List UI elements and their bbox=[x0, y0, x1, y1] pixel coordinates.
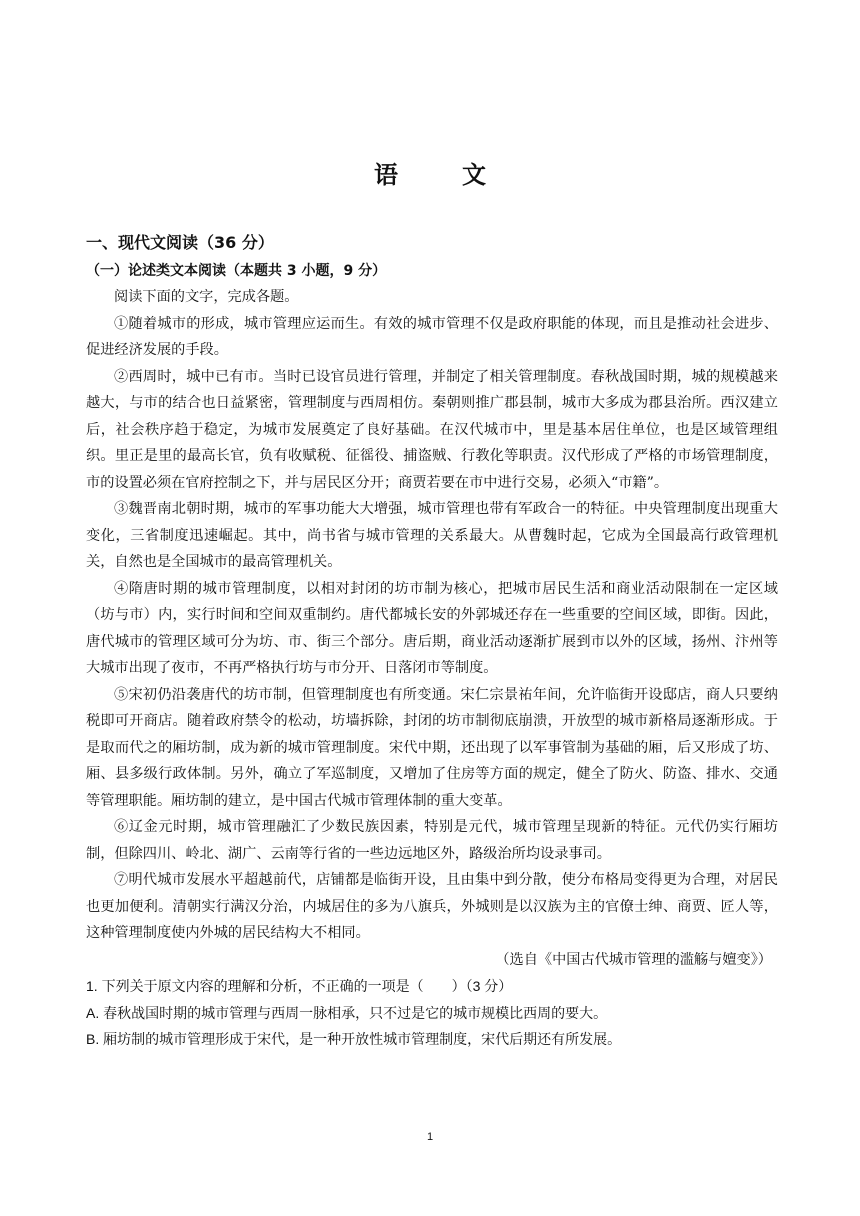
paragraph-5: ⑤宋初仍沿袭唐代的坊市制，但管理制度也有所变通。宋仁宗景祐年间，允许临街开设邸店，商人只要纳税即可开商店。随着政府禁令的松动，坊墙拆除，封闭的坊市制彻底崩溃，开放型的城市新格局逐渐形成。于是取而代之的厢坊制，成为新的城市管理制度。宋代中期，还出现了以军事管制为基础的厢，后又形成了坊、厢、县多级行政体制。另外，确立了军巡制度，又增加了住房等方面的规定，健全了防火、防盗、排水、交通等管理职能。厢坊制的建立，是中国古代城市管理体制的重大变革。 bbox=[86, 686, 778, 809]
question-1: 1. 下列关于原文内容的理解和分析，不正确的一项是（ ）（3 分） bbox=[86, 978, 513, 994]
subsection-heading: （一）论述类文本阅读（本题共 3 小题，9 分） bbox=[86, 263, 387, 279]
document-title: 语 文 bbox=[374, 161, 506, 189]
paragraph-7: ⑦明代城市发展水平超越前代，店铺都是临街开设，且由集中到分散，使分布格局变得更为合理，对居民也更加便利。清朝实行满汉分治，内城居住的多为八旗兵，外城则是以汉族为主的官僚士绅、商贾、匠人等，这种管理制度使内外城的居民结构大不相同。 bbox=[86, 872, 778, 941]
page-number: 1 bbox=[426, 1131, 434, 1143]
paragraph-4: ④隋唐时期的城市管理制度，以相对封闭的坊市制为核心，把城市居民生活和商业活动限制在一定区域（坊与市）内，实行时间和空间双重制约。唐代都城长安的外郭城还存在一些重要的空间区域，即街。因此，唐代城市的管理区域可分为坊、市、街三个部分。唐后期，商业活动逐渐扩展到市以外的区域，扬州、汴州等大城市出现了夜市，不再严格执行坊与市分开、日落闭市等制度。 bbox=[86, 580, 778, 676]
paragraph-3: ③魏晋南北朝时期，城市的军事功能大大增强，城市管理也带有军政合一的特征。中央管理制度出现重大变化，三省制度迅速崛起。其中，尚书省与城市管理的关系最大。从曹魏时起，它成为全国最高行政管理机关，自然也是全国城市的最高管理机关。 bbox=[86, 501, 778, 570]
option-a: A. 春秋战国时期的城市管理与西周一脉相承，只不过是它的城市规模比西周的要大。 bbox=[86, 1004, 608, 1021]
option-b: B. 厢坊制的城市管理形成于宋代，是一种开放性城市管理制度，宋代后期还有所发展。 bbox=[86, 1031, 622, 1047]
section-heading: 一、现代文阅读（36 分） bbox=[86, 233, 274, 252]
instruction-text: 阅读下面的文字，完成各题。 bbox=[114, 289, 299, 305]
source-citation: （选自《中国古代城市管理的滥觞与嬗变》） bbox=[495, 951, 772, 968]
paragraph-6: ⑥辽金元时期，城市管理融汇了少数民族因素，特别是元代，城市管理呈现新的特征。元代仍实行厢坊制，但除四川、岭北、湖广、云南等行省的一些边远地区外，路级治所均设录事司。 bbox=[86, 819, 778, 862]
reading-body bbox=[86, 284, 778, 1053]
paragraph-1: ①随着城市的形成，城市管理应运而生。有效的城市管理不仅是政府职能的体现，而且是推动社会进步、促进经济发展的手段。 bbox=[86, 315, 778, 358]
paragraph-2: ②西周时，城中已有市。当时已设官员进行管理，并制定了相关管理制度。春秋战国时期，城的规模越来越大，与市的结合也日益紧密，管理制度与西周相仿。秦朝则推广郡县制，城市大多成为郡县治所。西汉建立后，社会秩序趋于稳定，为城市发展奠定了良好基础。在汉代城市中，里是基本居住单位，也是区域管理组织。里正是里的最高长官，负有收赋税、征徭役、捕盗贼、行教化等职责。汉代形成了严格的市场管理制度，市的设置必须在官府控制之下，并与居民区分开；商贾若要在市中进行交易，必须入“市籍”。 bbox=[86, 368, 778, 491]
